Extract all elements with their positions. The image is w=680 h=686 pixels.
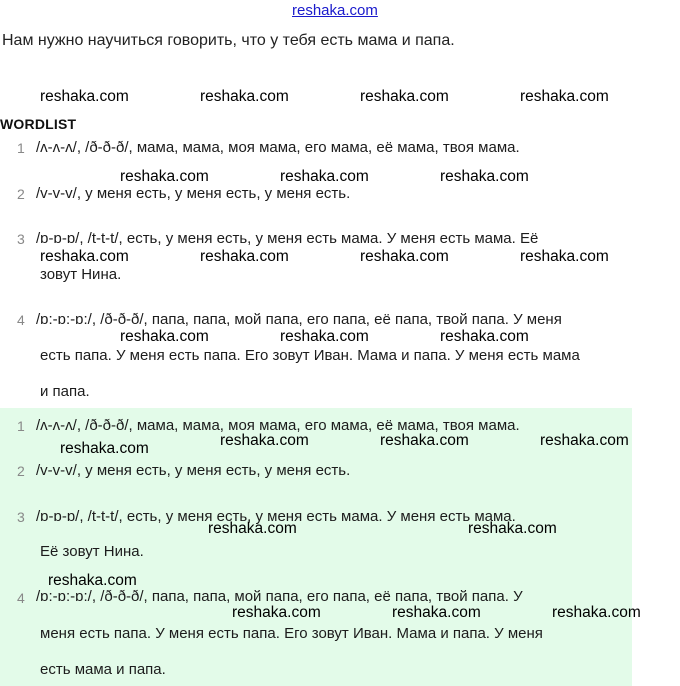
watermark: reshaka.com	[552, 604, 641, 621]
item-line: зовут Нина.	[40, 266, 122, 283]
watermark: reshaka.com	[48, 572, 137, 589]
item-line: /ɒ:-ɒ:-ɒ:/, /ð-ð-ð/, папа, папа, мой папа, его папа, её папа, твой папа. У	[36, 588, 523, 605]
watermark: reshaka.com	[468, 520, 557, 537]
item-number: 3	[17, 231, 25, 247]
watermark: reshaka.com	[40, 248, 129, 265]
watermark: reshaka.com	[120, 168, 209, 185]
watermark: reshaka.com	[220, 432, 309, 449]
item-number: 4	[17, 590, 25, 606]
item-line: меня есть папа. У меня есть папа. Его зовут Иван. Мама и папа. У меня	[40, 625, 543, 642]
watermark: reshaka.com	[540, 432, 629, 449]
intro-text: Нам нужно научиться говорить, что у тебя есть мама и папа.	[2, 32, 455, 49]
watermark: reshaka.com	[520, 88, 609, 105]
item-number: 2	[17, 186, 25, 202]
watermark: reshaka.com	[360, 248, 449, 265]
item-number: 4	[17, 312, 25, 328]
watermark: reshaka.com	[520, 248, 609, 265]
watermark: reshaka.com	[200, 88, 289, 105]
item-line: /ɒ:-ɒ:-ɒ:/, /ð-ð-ð/, папа, папа, мой папа, его папа, её папа, твой папа. У меня	[36, 311, 562, 328]
item-line: /ʌ-ʌ-ʌ/, /ð-ð-ð/, мама, мама, моя мама, его мама, её мама, твоя мама.	[36, 417, 520, 434]
watermark: reshaka.com	[380, 432, 469, 449]
watermark: reshaka.com	[120, 328, 209, 345]
item-number: 1	[17, 140, 25, 156]
watermark: reshaka.com	[360, 88, 449, 105]
item-line: и папа.	[40, 383, 90, 400]
watermark: reshaka.com	[40, 88, 129, 105]
item-line: есть мама и папа.	[40, 661, 166, 678]
item-line: /ɒ-ɒ-ɒ/, /t-t-t/, есть, у меня есть, у меня есть мама. У меня есть мама.	[36, 508, 516, 525]
watermark: reshaka.com	[280, 168, 369, 185]
item-line: /v-v-v/, у меня есть, у меня есть, у меня есть.	[36, 462, 351, 479]
watermark: reshaka.com	[60, 440, 149, 457]
wordlist-heading: WORDLIST	[0, 116, 77, 132]
item-line: /ʌ-ʌ-ʌ/, /ð-ð-ð/, мама, мама, моя мама, его мама, её мама, твоя мама.	[36, 139, 520, 156]
item-line: /ɒ-ɒ-ɒ/, /t-t-t/, есть, у меня есть, у меня есть мама. У меня есть мама. Её	[36, 230, 539, 247]
watermark: reshaka.com	[200, 248, 289, 265]
watermark: reshaka.com	[440, 168, 529, 185]
item-line: Её зовут Нина.	[40, 543, 144, 560]
site-link[interactable]: reshaka.com	[292, 2, 378, 19]
item-number: 2	[17, 463, 25, 479]
item-line: есть папа. У меня есть папа. Его зовут Иван. Мама и папа. У меня есть мама	[40, 347, 580, 364]
item-line: /v-v-v/, у меня есть, у меня есть, у меня есть.	[36, 185, 351, 202]
watermark: reshaka.com	[208, 520, 297, 537]
watermark: reshaka.com	[232, 604, 321, 621]
watermark: reshaka.com	[440, 328, 529, 345]
watermark: reshaka.com	[280, 328, 369, 345]
watermark: reshaka.com	[392, 604, 481, 621]
item-number: 1	[17, 418, 25, 434]
item-number: 3	[17, 509, 25, 525]
